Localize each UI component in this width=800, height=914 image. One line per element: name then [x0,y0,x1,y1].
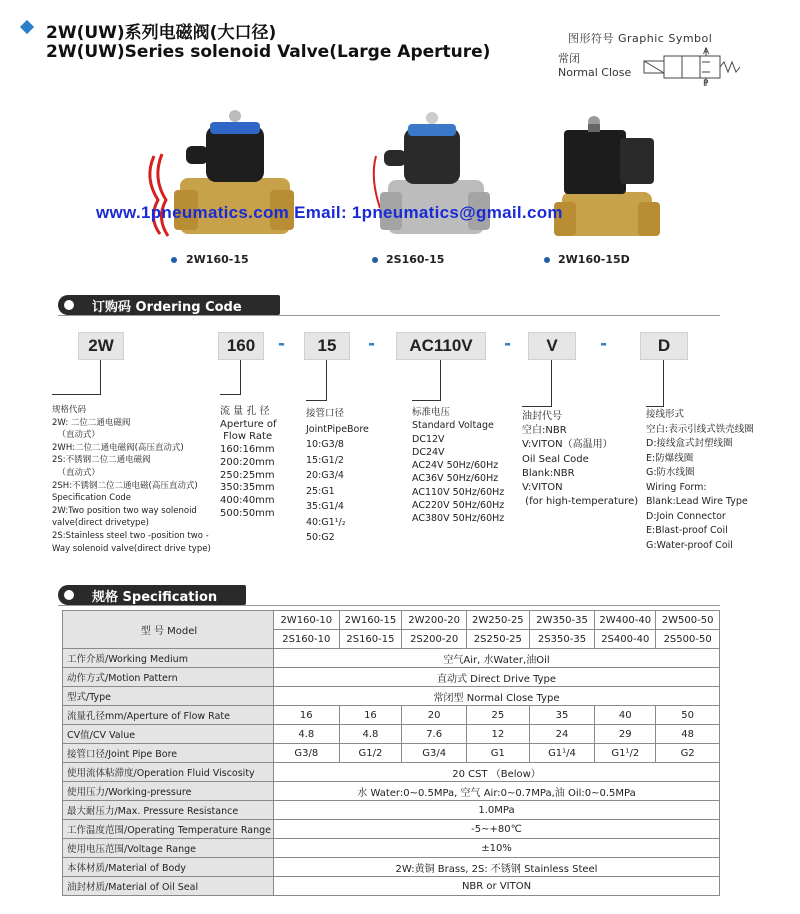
table-cell: 常闭型 Normal Close Type [274,687,720,706]
product-bullet-icon [171,257,177,263]
port-p-label: P [703,79,709,89]
product-bullet-icon [372,257,378,263]
table-cell: G1¹/4 [529,744,595,763]
table-cell: 20 [402,706,467,725]
table-cell: 48 [656,725,720,744]
table-cell: 40 [595,706,656,725]
desc-port-bore: 接管口径 JointPipeBore 10:G3/8 15:G1/2 20:G3/4 25:G1 35:G1/4 40:G1¹/₂ 50:G2 [306,408,369,543]
graphic-symbol-normal-close-cn: 常闭 [558,52,580,65]
table-cell: NBR or VITON [274,877,720,896]
section-bullet-icon [64,300,74,310]
model-cell: 2W200-20 [402,611,467,630]
table-cell: 20 CST （Below） [274,763,720,782]
row-header-cell: 油封材质/Material of Oil Seal [63,877,274,896]
product-bullet-icon [544,257,550,263]
row-header-cell: 使用流体粘滞度/Operation Fluid Viscosity [63,763,274,782]
product-label-1: 2W160-15 [186,253,249,266]
desc-model-code: 规格代码 2W: 二位二通电磁阀 （直动式） 2WH:二位二通电磁阀(高压直动式) 2S:不锈钢二位二通电磁阀 （直动式） 2SH:不锈钢二位二通电磁(高压直动式) Specification Code 2W:Two position two way solenoid valve(direct drivetype) 2S:Stainless steel two -position two - Way solenoid valve(direct drive type) [52,405,211,554]
table-row [63,687,720,706]
table-row [63,763,720,782]
table-row [63,782,720,801]
model-cell: 2S160-15 [339,630,402,649]
model-cell: 2S350-35 [529,630,595,649]
row-header-cell: 使用压力/Working-pressure [63,782,274,801]
section-bullet-icon [64,590,74,600]
table-cell: -5~+80℃ [274,820,720,839]
model-cell: 2S400-40 [595,630,656,649]
port-a-label: A [703,47,710,57]
table-cell: G1/2 [339,744,402,763]
graphic-symbol-normal-close-en: Normal Close [558,66,632,79]
watermark-text: www.1pneumatics.com Email: 1pneumatics@gmail.com [96,203,563,222]
row-header-cell: 最大耐压力/Max. Pressure Resistance [63,801,274,820]
connector-line [646,406,664,407]
row-header-cell: CV值/CV Value [63,725,274,744]
model-cell: 2W350-35 [529,611,595,630]
table-cell: 50 [656,706,720,725]
row-header-cell: 型式/Type [63,687,274,706]
table-cell: G1¹/2 [595,744,656,763]
connector-line [100,360,101,394]
model-cell: 2S250-25 [466,630,529,649]
table-row [63,839,720,858]
valve-symbol-icon [640,44,750,90]
model-cell: 2W400-40 [595,611,656,630]
table-cell: 4.8 [274,725,340,744]
table-cell: 水 Water:0~0.5MPa, 空气 Air:0~0.7MPa,油 Oil:0~0.5MPa [274,782,720,801]
row-header-cell: 接管口径/Joint Pipe Bore [63,744,274,763]
product-label-2: 2S160-15 [386,253,445,266]
table-cell: 1.0MPa [274,801,720,820]
table-row [63,649,720,668]
table-row [63,668,720,687]
table-cell: G3/4 [402,744,467,763]
table-cell: 2W:黄铜 Brass, 2S: 不锈钢 Stainless Steel [274,858,720,877]
specification-header [58,585,246,605]
code-box-port: 15 [304,332,350,360]
connector-line [551,360,552,406]
table-row [63,725,720,744]
model-cell: 2S500-50 [656,630,720,649]
connector-line [220,394,241,395]
valve-image-2w160-15d [544,108,664,248]
code-separator: - [368,334,376,354]
table-cell: ±10% [274,839,720,858]
table-cell: 12 [466,725,529,744]
connector-line [663,360,664,406]
desc-flow-aperture: 流 量 孔 径 Aperture of Flow Rate 160:16mm 200:20mm 250:25mm 350:35mm 400:40mm 500:50mm [220,406,277,519]
desc-wiring-form: 接线形式 空白:表示引线式铁壳线圈 D:接线盒式封塑线圈 E:防爆线圈 G:防水线圈 Wiring Form: Blank:Lead Wire Type D:Join Connector E:Blast-proof Coil G:Water-proof Coil [646,409,754,551]
graphic-symbol-title: 图形符号 Graphic Symbol [568,32,713,45]
table-row [63,858,720,877]
specification-table [62,610,720,896]
page-title-en: 2W(UW)Series solenoid Valve(Large Aperture) [46,42,491,62]
connector-line [522,406,552,407]
table-cell: 25 [466,706,529,725]
table-cell: 16 [339,706,402,725]
code-box-voltage: AC110V [396,332,486,360]
code-box-flow: 160 [218,332,264,360]
table-row [63,801,720,820]
table-cell: 16 [274,706,340,725]
model-cell: 2W250-25 [466,611,529,630]
table-cell: G1 [466,744,529,763]
table-cell: G3/8 [274,744,340,763]
connector-line [412,400,441,401]
section-divider [58,315,720,316]
bullet-diamond-icon [20,20,34,34]
row-header-cell: 工作温度范围/Operating Temperature Range [63,820,274,839]
row-header-cell: 本体材质/Material of Body [63,858,274,877]
connector-line [440,360,441,400]
table-row [63,706,720,725]
row-header-cell: 使用电压范围/Voltage Range [63,839,274,858]
table-cell: 4.8 [339,725,402,744]
specification-title: 规格 Specification [92,590,218,605]
table-cell: 7.6 [402,725,467,744]
row-header-cell: 流量孔径mm/Aperture of Flow Rate [63,706,274,725]
row-header-cell: 动作方式/Motion Pattern [63,668,274,687]
code-separator: - [504,334,512,354]
model-cell: 2S200-20 [402,630,467,649]
connector-line [306,400,327,401]
section-divider [58,605,720,606]
desc-seal-code: 油封代号 空白:NBR V:VITON（高温用） Oil Seal Code Blank:NBR V:VITON (for high-temperature) [522,411,639,508]
code-separator: - [278,334,286,354]
table-row [63,744,720,763]
connector-line [240,360,241,394]
code-box-model: 2W [78,332,124,360]
model-cell: 2W160-10 [274,611,340,630]
connector-line [52,394,101,395]
product-label-3: 2W160-15D [558,253,630,266]
row-header-cell: 工作介质/Working Medium [63,649,274,668]
table-row [63,611,720,630]
model-header-cell: 型 号 Model [63,611,274,649]
table-cell: 29 [595,725,656,744]
model-cell: 2S160-10 [274,630,340,649]
table-row [63,877,720,896]
code-box-wiring: D [640,332,688,360]
desc-voltage: 标准电压 Standard Voltage DC12V DC24V AC24V 50Hz/60Hz AC36V 50Hz/60Hz AC110V 50Hz/60Hz AC220V 50Hz/60Hz AC380V 50Hz/60Hz [412,407,505,525]
code-separator: - [600,334,608,354]
page-title-cn: 2W(UW)系列电磁阀(大口径) [46,23,277,43]
code-box-seal: V [528,332,576,360]
table-row [63,820,720,839]
table-cell: 直动式 Direct Drive Type [274,668,720,687]
model-cell: 2W500-50 [656,611,720,630]
table-cell: 35 [529,706,595,725]
table-cell: 空气Air, 水Water,油Oil [274,649,720,668]
valve-image-2s160-15 [368,108,498,248]
ordering-code-title: 订购码 Ordering Code [92,300,242,315]
valve-image-2w160-15 [140,108,300,248]
table-cell: 24 [529,725,595,744]
model-cell: 2W160-15 [339,611,402,630]
connector-line [326,360,327,400]
ordering-code-header [58,295,280,315]
table-cell: G2 [656,744,720,763]
